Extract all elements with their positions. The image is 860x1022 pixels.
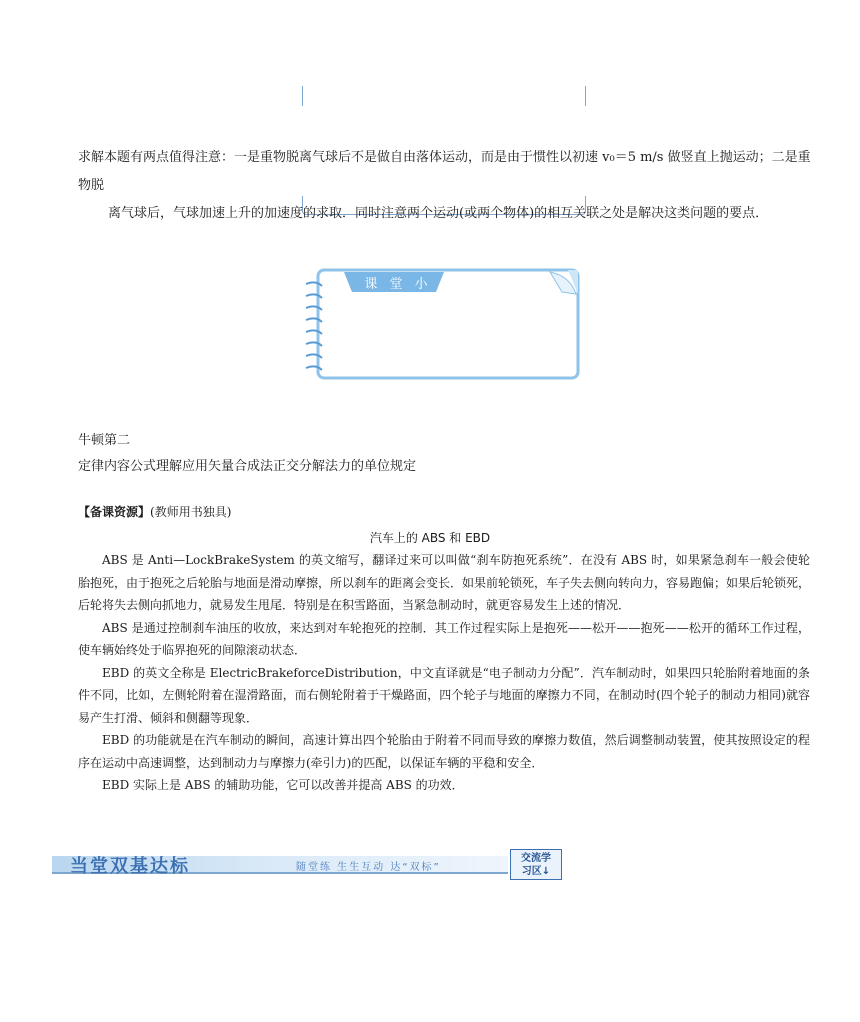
badge-line-1: 交流学 — [521, 853, 551, 864]
resource-note: (教师用书独具) — [150, 505, 232, 519]
summary-notebook — [300, 264, 584, 382]
article-title: 汽车上的 ABS 和 EBD — [369, 531, 491, 545]
article-paragraph: EBD 的功能就是在汽车制动的瞬间，高速计算出四个轮胎由于附着不同而导致的摩擦力数值，然后调整制动装置，使其按照设定的程序在运动中高速调整，达到制动力与摩擦力(牵引力)的匹配，以保证车辆的平稳和安全． — [78, 733, 810, 770]
article-paragraph: ABS 是通过控制刹车油压的收放，来达到对车轮抱死的控制．其工作过程实际上是抱死——松开——抱死——松开的循环工作过程，使车辆始终处于临界抱死的间隙滚动状态． — [78, 620, 810, 657]
article-paragraph: ABS 是 Anti—LockBrakeSystem 的英文缩写，翻译过来可以叫做“刹车防抱死系统”．在没有 ABS 时，如果紧急刹车一般会使轮胎抱死，由于抱死之后轮胎与地面是滑动摩擦，所以刹车的距离会变长．如果前轮锁死，车子失去侧向转向力，容易跑偏；如果后轮锁死，后轮将失去侧向抓地力，就易发生甩尾．特别是在积雪路面，当紧急制动时，就更容易发生上述的情况． — [78, 553, 811, 612]
article-paragraph: EBD 的英文全称是 ElectricBrakeforceDistribution，中文直译就是“电子制动力分配”．汽车制动时，如果四只轮胎附着地面的条件不同，比如，左侧轮附着在湿滑路面，而右侧轮附着于干燥路面，四个轮子与地面的摩擦力不同，在制动时(四个轮子的制动力相同)就容易产生打滑、倾斜和侧翻等现象． — [78, 665, 810, 725]
banner-title: 当堂双基达标 — [70, 856, 190, 877]
summary-text-1: 牛顿第二 — [78, 433, 131, 448]
badge-line-2: 习区↓ — [521, 866, 551, 877]
summary-title: 课 堂 小 结 — [364, 277, 432, 311]
article-body — [78, 549, 810, 797]
banner-subtitle: 随堂练 生生互动 达“双标” — [296, 862, 441, 873]
note-paragraph — [78, 144, 820, 228]
note-line-2: 离气球后，气球加速上升的加速度的求取．同时注意两个运动(或两个物体)的相互关联之处是解决这类问题的要点． — [108, 206, 769, 221]
exchange-area-badge[interactable] — [510, 849, 562, 880]
article-paragraph: EBD 实际上是 ABS 的辅助功能，它可以改善并提高 ABS 的功效． — [102, 778, 464, 792]
summary-text-2: 定律内容公式理解应用矢量合成法正交分解法力的单位规定 — [78, 459, 417, 474]
note-line-1: 求解本题有两点值得注意：一是重物脱离气球后不是做自由落体运动，而是由于惯性以初速 v₀＝5 m/s 做竖直上抛运动；二是重物脱 — [78, 150, 811, 193]
resource-label: 【备课资源】 — [78, 505, 151, 519]
example-frame-top — [302, 86, 586, 106]
resource-heading — [78, 503, 231, 520]
